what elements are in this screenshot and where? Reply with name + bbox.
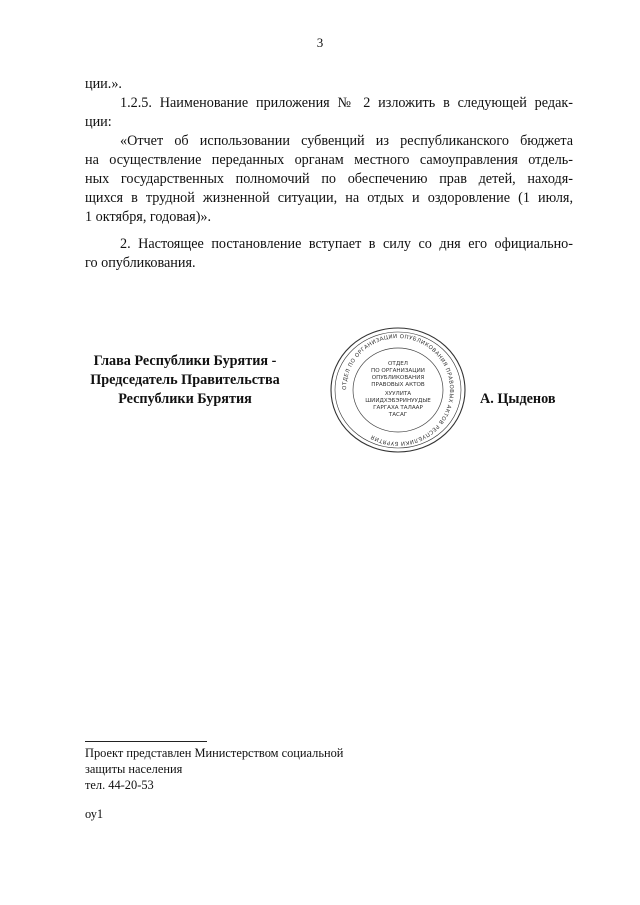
seal-line-7: ГАРГАХА ТАЛААР	[373, 405, 423, 411]
text-line-3: ции:	[85, 114, 112, 130]
text-line-4: «Отчет об использовании субвенций из республиканского бюджета	[120, 133, 573, 149]
seal-line-3: ОПУБЛИКОВАНИЯ	[371, 375, 425, 381]
seal-line-6: ШИИДХЭБЭРИНУУДЫЕ	[365, 398, 431, 404]
seal-line-8: ТАСАГ	[388, 412, 408, 418]
seal-line-4: ПРАВОВЫХ АКТОВ	[371, 382, 425, 388]
seal-line-1: ОТДЕЛ	[388, 361, 408, 367]
page-number: 3	[316, 35, 324, 50]
signatory-title-line-2: Председатель Правительства	[90, 372, 280, 388]
seal-line-5: ХУУЛИТА	[384, 391, 412, 397]
seal-line-2: ПО ОРГАНИЗАЦИИ	[371, 368, 425, 374]
official-seal	[328, 325, 468, 455]
text-line-1: ции.».	[85, 76, 122, 92]
footer-line-2: защиты населения	[85, 762, 183, 776]
footer-line-1: Проект представлен Министерством социальной	[85, 746, 344, 760]
text-line-8: 1 октября, годовая)».	[85, 209, 212, 225]
text-line-2: 1.2.5. Наименование приложения № 2 изложить в следующей редак-	[120, 95, 573, 111]
text-line-7: щихся в трудной жизненной ситуации, на отдых и оздоровление (1 июля,	[85, 190, 573, 206]
text-line-10: го опубликования.	[85, 255, 196, 271]
signatory-name: А. Цыденов	[480, 391, 556, 407]
text-line-9: 2. Настоящее постановление вступает в силу со дня его официально-	[120, 236, 573, 252]
text-line-6: ных государственных полномочий по обеспечению прав детей, находя-	[85, 171, 573, 187]
text-line-5: на осуществление переданных органам местного самоуправления отдель-	[85, 152, 573, 168]
svg-text:ОТДЕЛ ПО ОРГАНИЗАЦИИ ОПУБЛИКОВ	[342, 334, 454, 446]
signatory-title-line-3: Республики Бурятия	[118, 391, 252, 407]
footnote-separator	[85, 741, 207, 742]
footer-line-3: тел. 44-20-53	[85, 778, 154, 792]
signatory-title-line-1: Глава Республики Бурятия -	[93, 353, 277, 369]
document-code: оу1	[85, 807, 104, 821]
seal-ring-text: ОТДЕЛ ПО ОРГАНИЗАЦИИ ОПУБЛИКОВАНИЯ ПРАВОВЫХ АКТОВ РЕСПУБЛИКИ БУРЯТИЯ	[341, 333, 455, 447]
